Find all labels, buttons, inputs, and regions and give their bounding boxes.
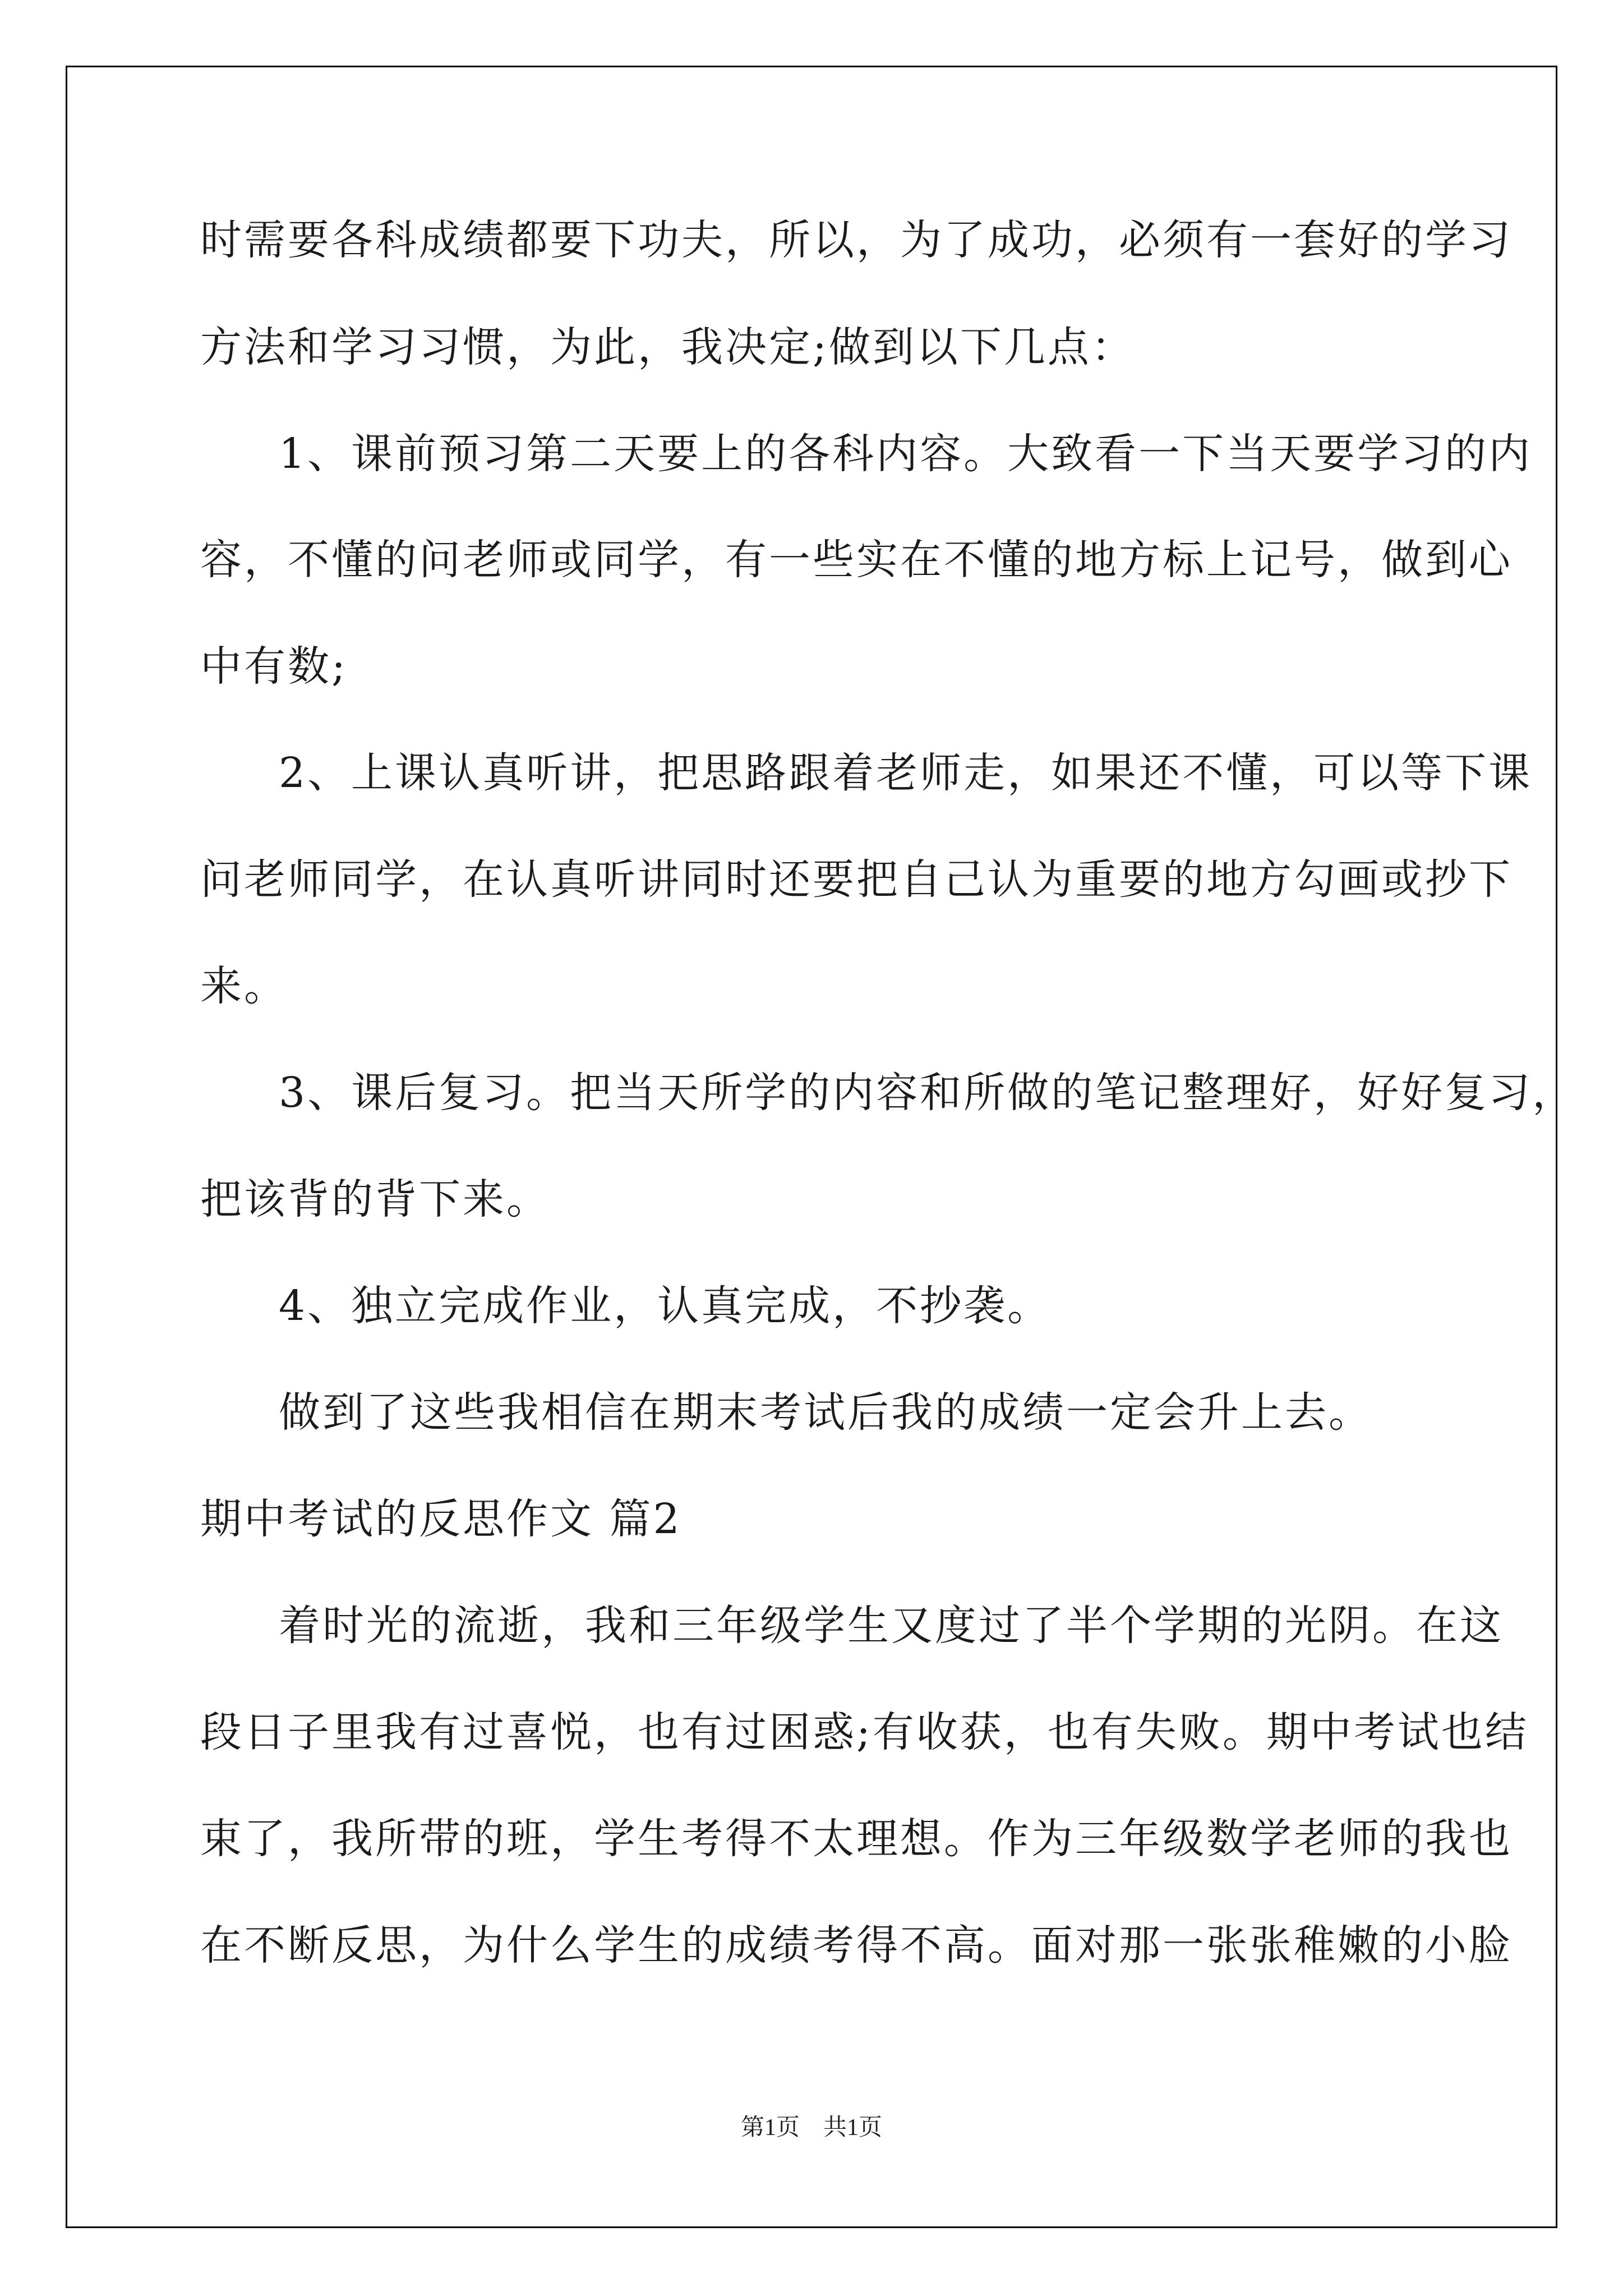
section-heading: 期中考试的反思作文 篇2: [200, 1495, 682, 1543]
body-text-line: 束了，我所带的班，学生考得不太理想。作为三年级数学老师的我也: [200, 1815, 1513, 1863]
body-text-line: 方法和学习习惯，为此，我决定;做到以下几点：: [200, 323, 1135, 371]
body-text-line: 把该背的背下来。: [200, 1175, 550, 1223]
page-border: [66, 66, 1576, 2228]
body-text-line: 来。: [200, 962, 288, 1010]
page-footer: 第1页 共1页: [740, 2115, 882, 2141]
body-text-line: 2、上课认真听讲，把思路跟着老师走，如果还不懂，可以等下课: [279, 749, 1533, 797]
body-text-line: 问老师同学，在认真听讲同时还要把自己认为重要的地方勾画或抄下: [200, 855, 1513, 904]
body-text-line: 做到了这些我相信在期末考试后我的成绩一定会升上去。: [279, 1388, 1372, 1437]
body-text-line: 1、课前预习第二天要上的各科内容。大致看一下当天要学习的内: [279, 430, 1533, 478]
body-text-line: 中有数;: [200, 642, 348, 691]
body-text-line: 4、独立完成作业，认真完成，不抄袭。: [279, 1282, 1052, 1330]
body-text-line: 段日子里我有过喜悦，也有过困惑;有收获，也有失败。期中考试也结: [200, 1708, 1529, 1756]
body-text-line: 3、课后复习。把当天所学的内容和所做的笔记整理好，好好复习，: [279, 1069, 1576, 1117]
body-text-line: 在不断反思，为什么学生的成绩考得不高。面对那一张张稚嫩的小脸: [200, 1921, 1513, 1970]
body-text-line: 时需要各科成绩都要下功夫，所以，为了成功，必须有一套好的学习: [200, 216, 1513, 264]
body-text-line: 着时光的流逝，我和三年级学生又度过了半个学期的光阴。在这: [279, 1602, 1504, 1650]
body-text-line: 容，不懂的问老师或同学，有一些实在不懂的地方标上记号，做到心: [200, 536, 1513, 584]
